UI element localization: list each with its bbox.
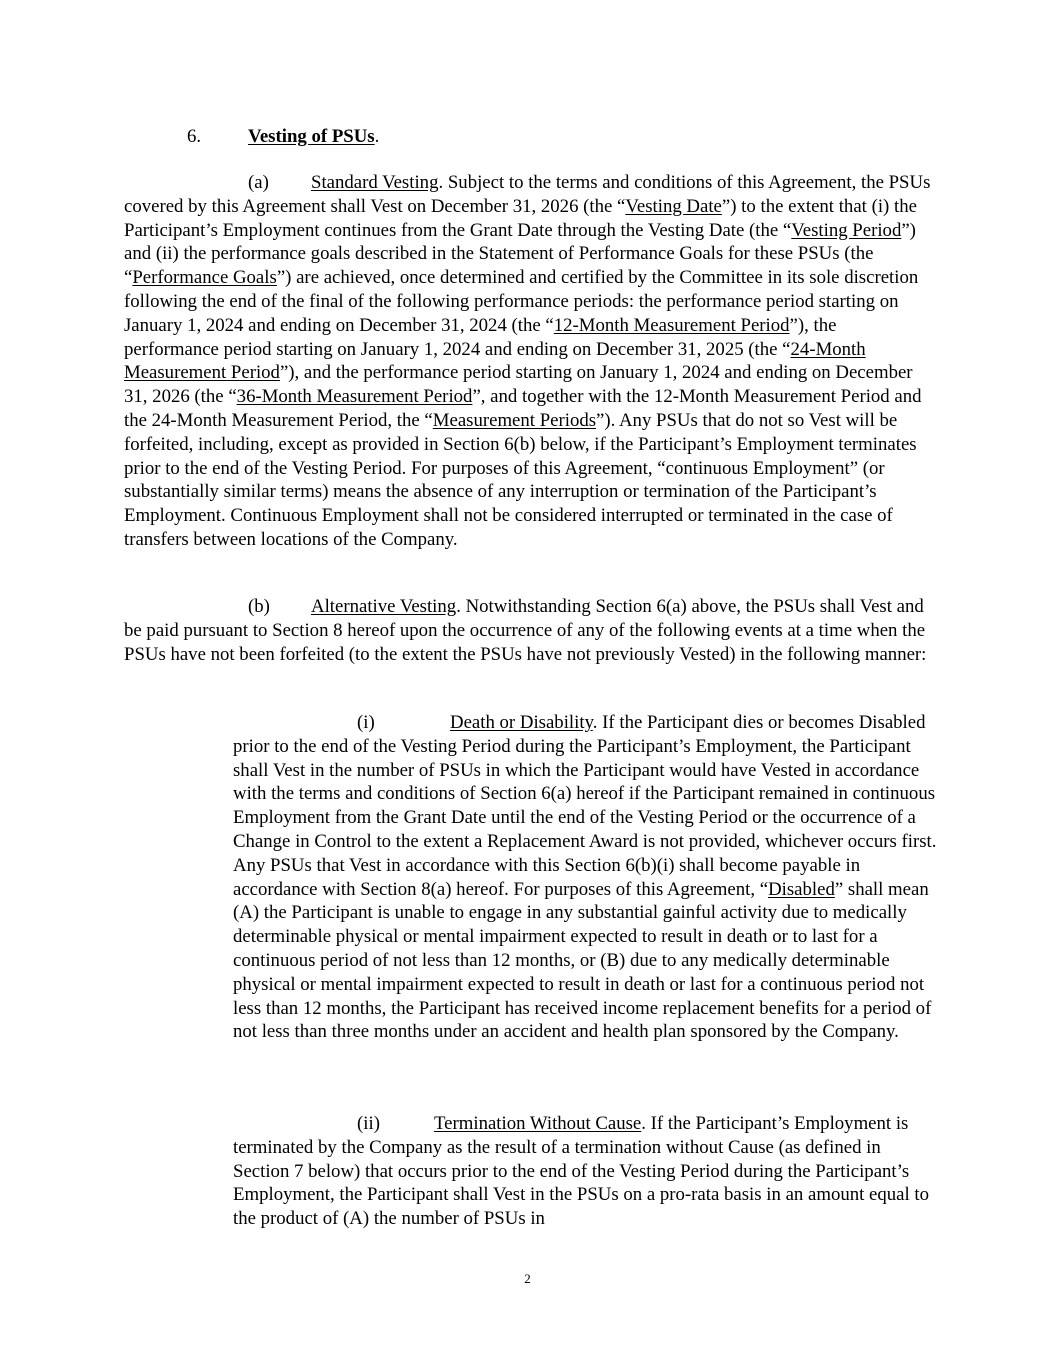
paragraph-marker: (ii) bbox=[357, 1113, 380, 1134]
defined-term-12-month-period: 12-Month Measurement Period bbox=[553, 314, 790, 336]
defined-term-measurement-periods: Measurement Periods bbox=[432, 409, 597, 431]
body-text: ”) and (ii) the performance goals described in the Statement of Performance Goals for these PSUs (the “ bbox=[124, 219, 916, 289]
body-text: ”) to the extent that (i) the Participant’s Employment continues from the Grant Date through the Vesting Date (the “ bbox=[124, 195, 917, 241]
paragraph-death-or-disability bbox=[233, 711, 937, 1044]
body-text: . If the Participant’s Employment is terminated by the Company as the result of a termination without Cause (as defined in Section 7 below) that occurs prior to the end of the Vesting Period during the Participant’s Employment, the Participant shall Vest in the PSUs on a pro-rata basis in an amount equal to the product of (A) the number of PSUs in bbox=[233, 1113, 930, 1230]
paragraph-heading: Death or Disability bbox=[450, 712, 593, 733]
paragraph-marker: (a) bbox=[248, 172, 269, 193]
section-title-period: . bbox=[374, 126, 380, 147]
paragraph-marker: (b) bbox=[248, 596, 270, 617]
defined-term-36-month-period: 36-Month Measurement Period bbox=[236, 386, 473, 408]
paragraph-heading: Alternative Vesting bbox=[311, 596, 457, 617]
defined-term-24-month-period: 24-Month Measurement Period bbox=[124, 338, 866, 384]
paragraph-marker: (i) bbox=[357, 712, 375, 733]
paragraph-heading: Termination Without Cause bbox=[434, 1113, 642, 1134]
defined-term-vesting-date: Vesting Date bbox=[625, 195, 722, 217]
defined-term-performance-goals: Performance Goals bbox=[132, 267, 277, 289]
paragraph-alternative-vesting bbox=[124, 595, 936, 666]
page-number: 2 bbox=[524, 1271, 531, 1286]
body-text: . If the Participant dies or becomes Disabled prior to the end of the Vesting Period during the Participant’s Employment, the Participant shall Vest in the number of PSUs in which the Participant would have Vested in accordance with the terms and conditions of Section 6(a) hereof if the Participant remained in continuous Employment from the Grant Date until the end of the Vesting Period or the occurrence of a Change in Control to the extent a Replacement Award is not provided, whichever occurs first. Any PSUs that Vest in accordance with this Section 6(b)(i) shall become payable in accordance with Section 8(a) hereof. For purposes of this Agreement, “ bbox=[233, 712, 937, 900]
body-text: ”) are achieved, once determined and certified by the Committee in its sole discretion following the end of the final of the following performance periods: the performance period starting on January 1, 2024 and ending on December 31, 2024 (the “ bbox=[124, 267, 919, 336]
paragraph-termination-without-cause bbox=[233, 1112, 937, 1231]
body-text: ”), the performance period starting on January 1, 2024 and ending on December 31, 2025 (the “ bbox=[124, 314, 837, 360]
body-text: ”), and the performance period starting on January 1, 2024 and ending on December 31, 2026 (the “ bbox=[124, 362, 913, 408]
section-heading bbox=[187, 125, 887, 149]
paragraph-heading: Standard Vesting bbox=[311, 172, 439, 193]
defined-term-disabled: Disabled bbox=[768, 878, 835, 900]
body-text: ”). Any PSUs that do not so Vest will be forfeited, including, except as provided in Section 6(b) below, if the Participant’s Employment terminates prior to the end of the Vesting Period. For purposes of this Agreement, “continuous Employment” (or substantially similar terms) means the absence of any interruption or termination of the Participant’s Employment. Continuous Employment shall not be considered interrupted or terminated in the case of transfers between locations of the Company. bbox=[124, 409, 917, 550]
defined-term-vesting-period: Vesting Period bbox=[791, 219, 902, 241]
body-text: . Notwithstanding Section 6(a) above, the PSUs shall Vest and be paid pursuant to Section 8 hereof upon the occurrence of any of the following events at a time when the PSUs have not been forfeited (to the extent the PSUs have not previously Vested) in the following manner: bbox=[124, 596, 927, 665]
body-text: ”, and together with the 12-Month Measurement Period and the 24-Month Measurement Period, the “ bbox=[124, 386, 922, 431]
paragraph-standard-vesting bbox=[124, 171, 936, 552]
body-text: . Subject to the terms and conditions of this Agreement, the PSUs covered by this Agreement shall Vest on December 31, 2026 (the “ bbox=[124, 172, 931, 217]
body-text: ” shall mean (A) the Participant is unable to engage in any substantial gainful activity due to medically determinable physical or mental impairment expected to result in death or to last for a continuous period of not less than 12 months, or (B) due to any medically determinable physical or mental impairment expected to result in death or last for a continuous period not less than 12 months, the Participant has received income replacement benefits for a period of not less than three months under an accident and health plan sponsored by the Company. bbox=[233, 878, 932, 1043]
section-number: 6. bbox=[187, 126, 202, 147]
section-title: Vesting of PSUs bbox=[248, 126, 375, 147]
